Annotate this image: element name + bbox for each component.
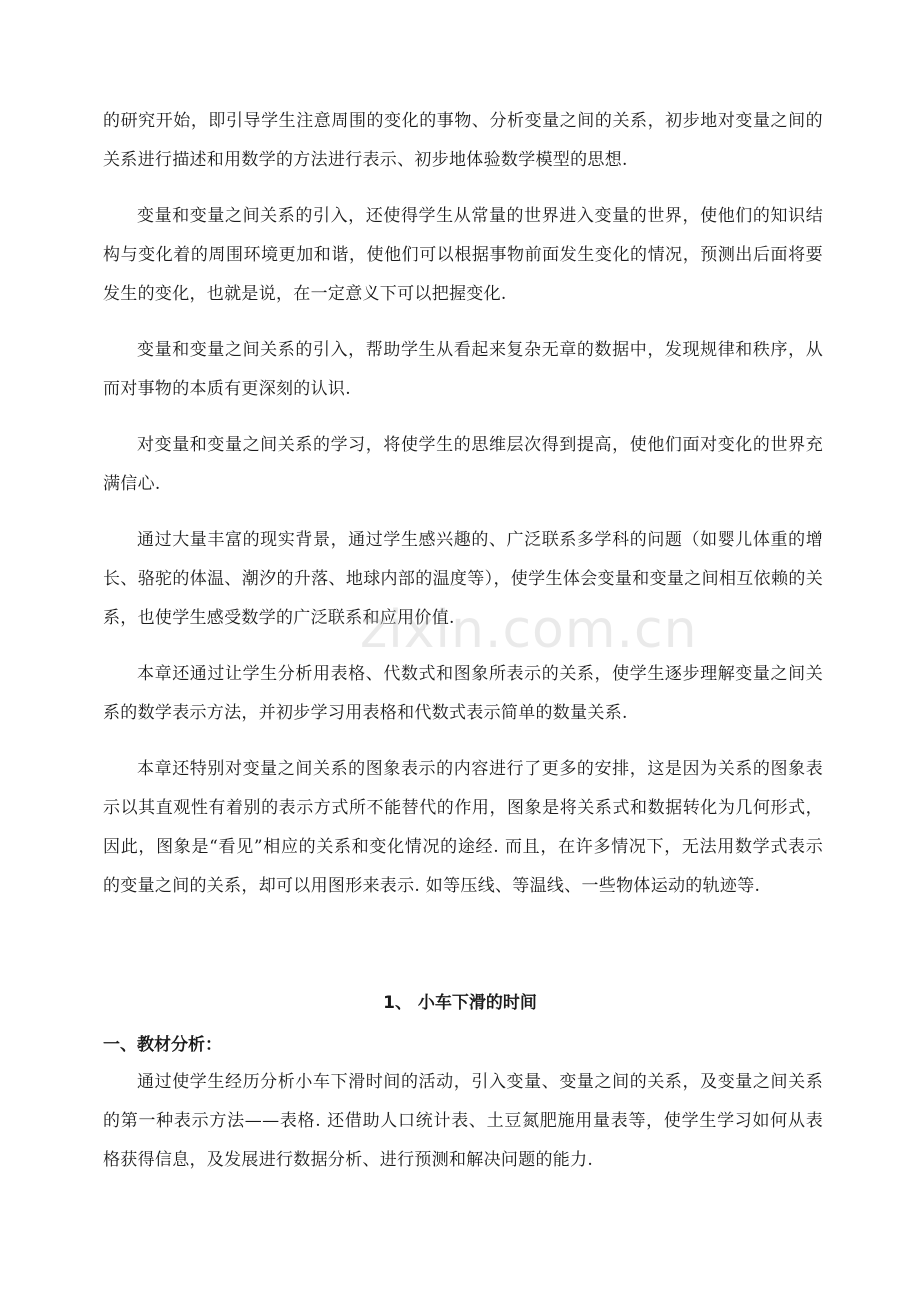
- paragraph-3: 变量和变量之间关系的引入，帮助学生从看起来复杂无章的数据中，发现规律和秩序，从而对事物的本质有更深刻的认识.: [103, 340, 823, 399]
- paragraph-5: 通过大量丰富的现实背景，通过学生感兴趣的、广泛联系多学科的问题（如婴儿体重的增长、骆驼的体温、潮汐的升落、地球内部的温度等），使学生体会变量和变量之间相互依赖的关系，也使学生感受数学的广泛联系和应用价值.: [103, 530, 823, 628]
- section-title: 1、 小车下滑的时间: [383, 993, 537, 1013]
- paragraph-2: 变量和变量之间关系的引入，还使得学生从常量的世界进入变量的世界，使他们的知识结构与变化着的周围环境更加和谐，使他们可以根据事物前面发生变化的情况，预测出后面将要发生的变化，也就是说，在一定意义下可以把握变化.: [103, 206, 823, 304]
- paragraph-4: 对变量和变量之间关系的学习，将使学生的思维层次得到提高，使他们面对变化的世界充满信心.: [103, 435, 823, 494]
- subsection-paragraph: 通过使学生经历分析小车下滑时间的活动，引入变量、变量之间的关系，及变量之间关系的第一种表示方法——表格. 还借助人口统计表、土豆氮肥施用量表等，使学生学习如何从表格获得信息，及发展进行数据分析、进行预测和解决问题的能力.: [103, 1072, 823, 1170]
- subsection-heading: 一、教材分析：: [103, 1035, 222, 1055]
- paragraph-6: 本章还通过让学生分析用表格、代数式和图象所表示的关系，使学生逐步理解变量之间关系的数学表示方法，并初步学习用表格和代数式表示简单的数量关系.: [103, 664, 823, 723]
- paragraph-1: 的研究开始，即引导学生注意周围的变化的事物、分析变量之间的关系，初步地对变量之间的关系进行描述和用数学的方法进行表示、初步地体验数学模型的思想.: [103, 111, 823, 170]
- watermark: zixin.com.cn: [360, 600, 698, 660]
- paragraph-7: 本章还特别对变量之间关系的图象表示的内容进行了更多的安排，这是因为关系的图象表示以其直观性有着别的表示方式所不能替代的作用，图象是将关系式和数据转化为几何形式，因此，图象是“看见”相应的关系和变化情况的途经. 而且，在许多情况下，无法用数学式表示的变量之间的关系，却可以用图形来表示. 如等压线、等温线、一些物体运动的轨迹等.: [103, 759, 823, 896]
